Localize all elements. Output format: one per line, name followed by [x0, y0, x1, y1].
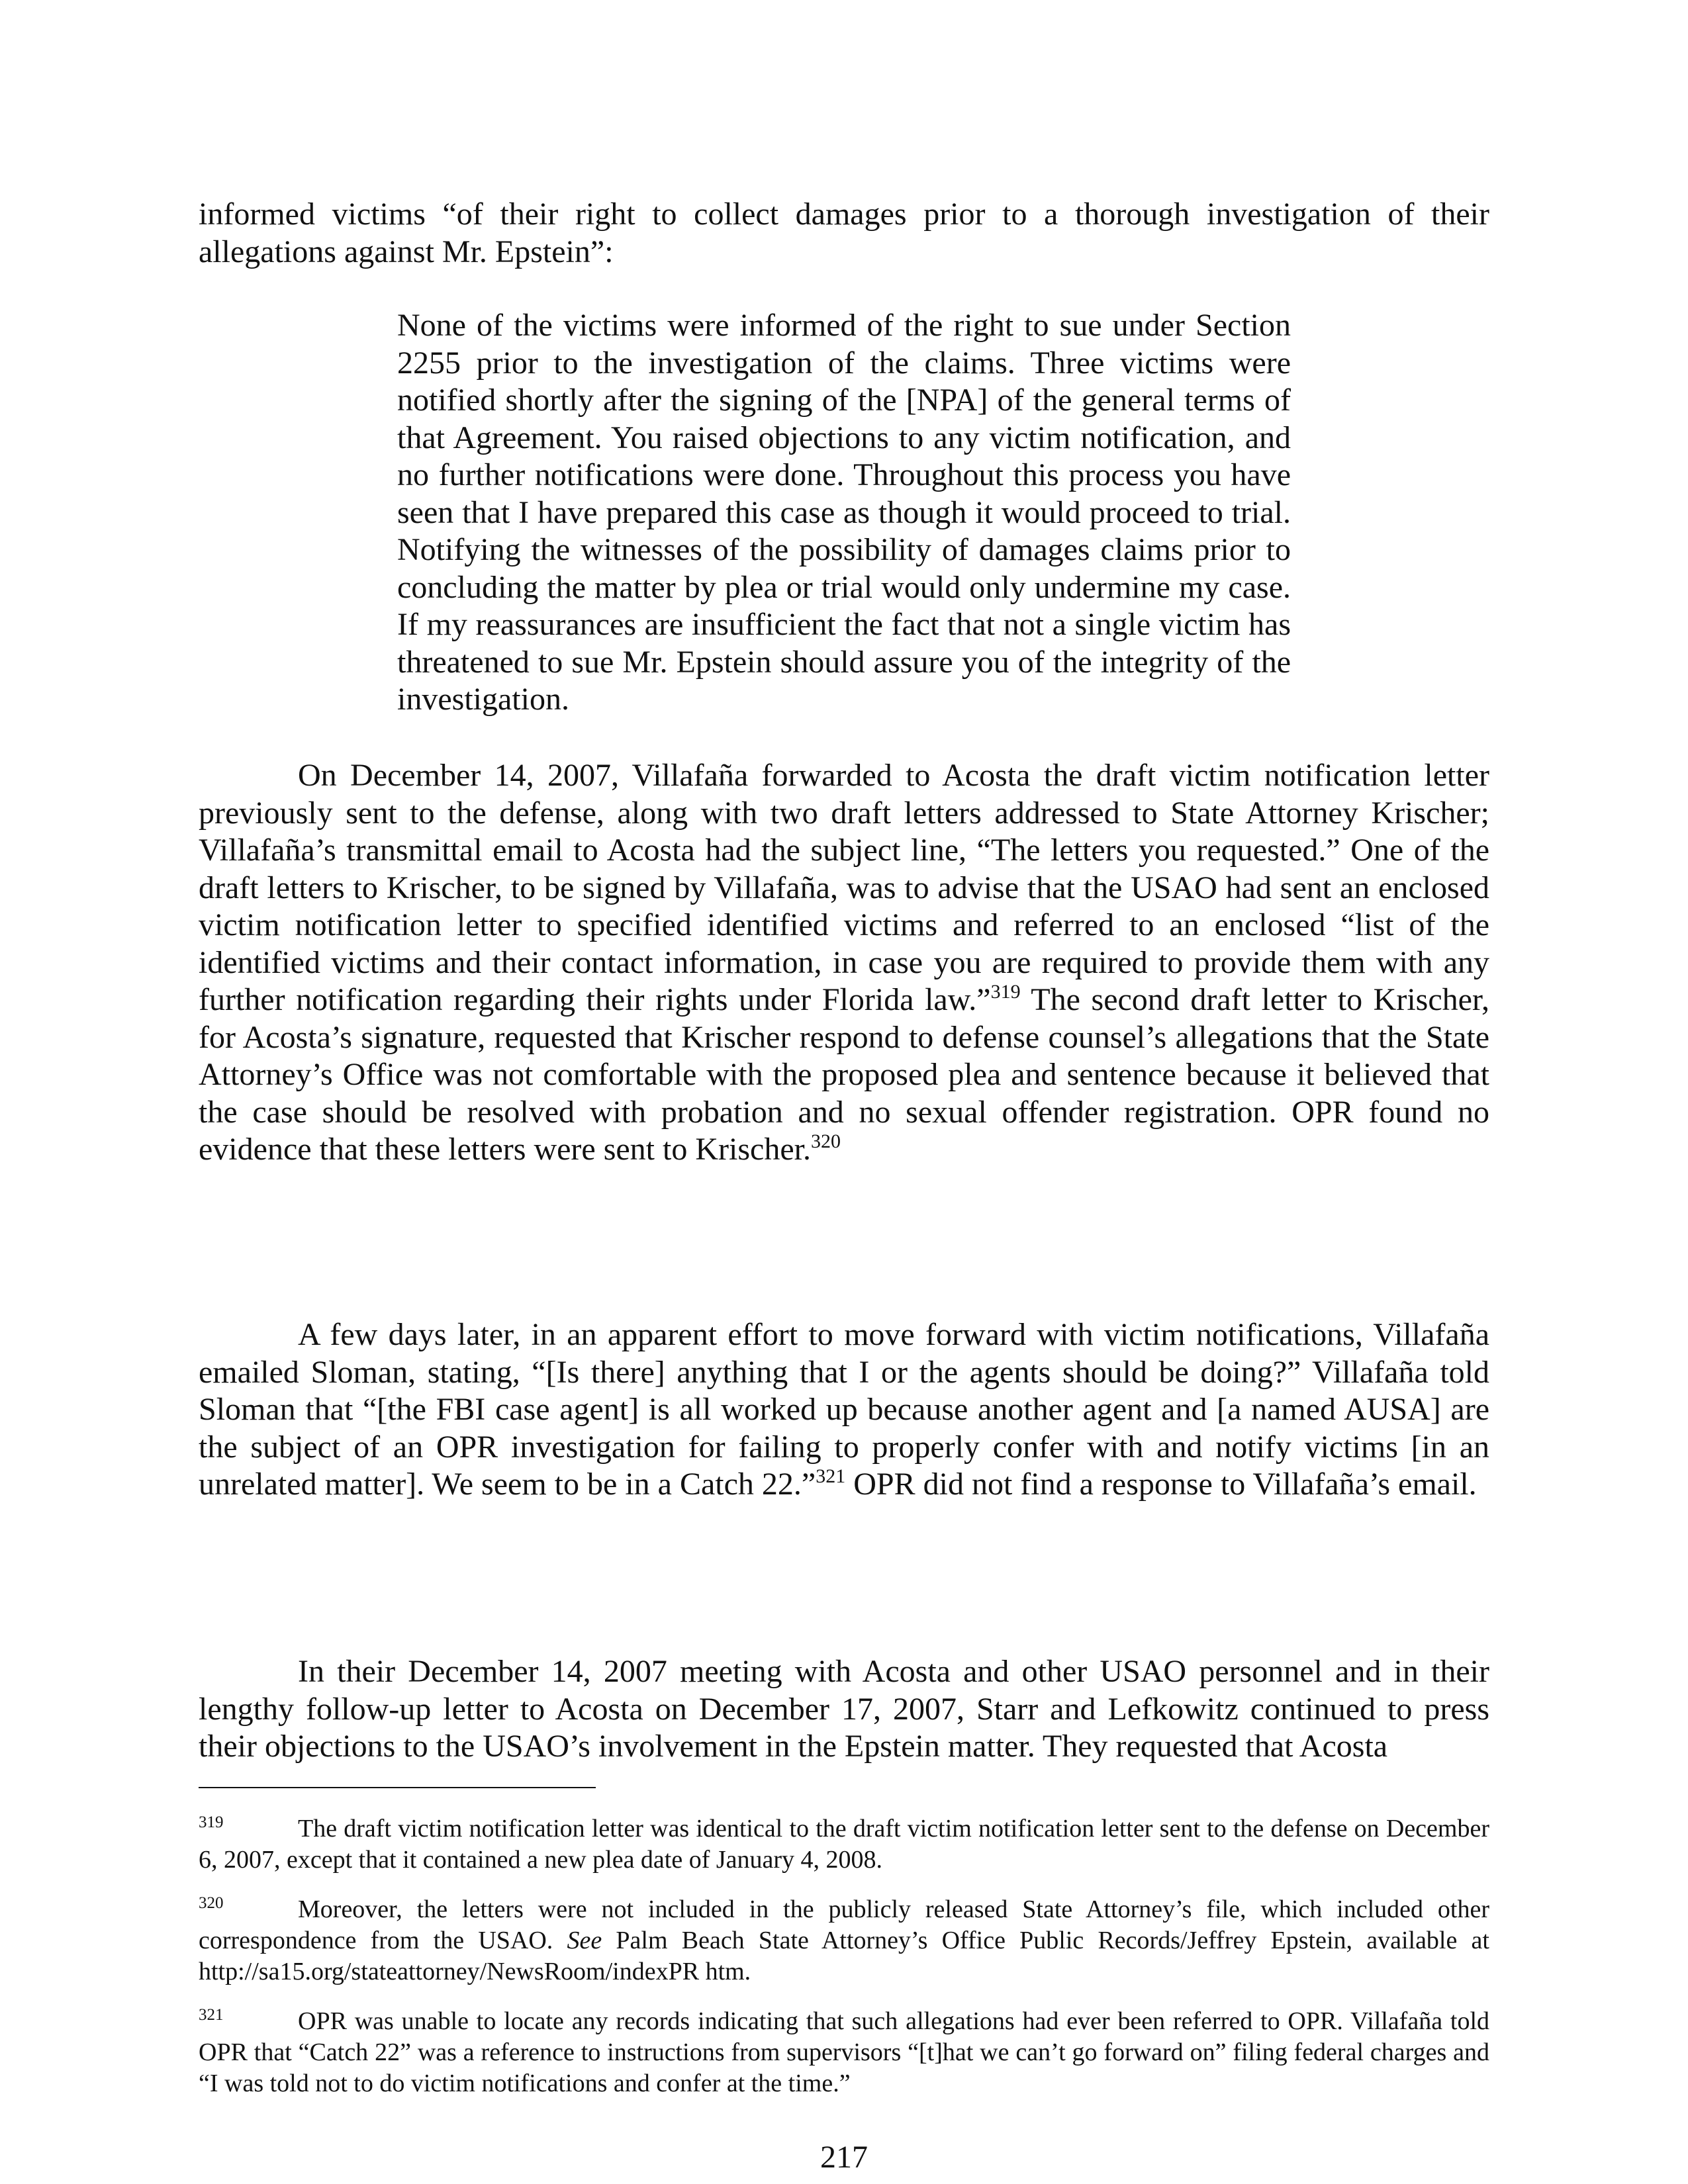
paragraph-text: The second draft letter to Krischer, for Acosta’s signature, requested that Krischer respond to defense counsel’s allegations that the State Attorney’s Office was not comfortable with the proposed plea and sentence because it believed that the case should be resolved with probation and no sexual offender registration. OPR found no evidence that these letters were sent to Krischer.	[199, 982, 1490, 1167]
paragraph-december-14	[199, 757, 1489, 1169]
footnote-text: OPR was unable to locate any records indicating that such allegations had ever been referred to OPR. Villafaña told OPR that “Catch 22” was a reference to instructions from supervisors “[t]hat we can’t go forward on” filing federal charges and “I was told not to do victim notifications and confer at the time.”	[199, 2007, 1489, 2097]
block-quote-text: None of the victims were informed of the right to sue under Section 2255 prior to the investigation of the claims. Three victims were notified shortly after the signing of the [NPA] of the general terms of that Agreement. You raised objections to any victim notification, and no further notifications were done. Throughout this process you have seen that I have prepared this case as though it would proceed to trial. Notifying the witnesses of the possibility of damages claims prior to concluding the matter by plea or trial would only undermine my case. If my reassurances are insufficient the fact that not a single victim has threatened to sue Mr. Epstein should assure you of the integrity of the investigation.	[397, 308, 1291, 717]
paragraph-text: OPR did not find a response to Villafaña’s email.	[845, 1467, 1477, 1502]
footnote-signal-see: See	[567, 1927, 602, 1954]
footnote-reference-321[interactable]: 321	[816, 1465, 846, 1487]
paragraph-text: In their December 14, 2007 meeting with Acosta and other USAO personnel and in their lengthy follow-up letter to Acosta on December 17, 2007, Starr and Lefkowitz continued to press their objections to the USAO’s involvement in the Epstein matter. They requested that Acosta	[199, 1654, 1489, 1764]
footnote-separator	[199, 1787, 596, 1788]
intro-text: informed victims “of their right to collect damages prior to a thorough investigation of their allegations against Mr. Epstein”:	[199, 197, 1489, 269]
intro-paragraph	[199, 196, 1489, 271]
footnote-321: 321 OPR was unable to locate any records indicating that such allegations had ever been referred to OPR. Villafaña told OPR that “Catch 22” was a reference to instructions from supervisors “[t]hat we can’t go forward on” filing federal charges and “I was told not to do victim notifications and confer at the time.”	[199, 2006, 1489, 2097]
footnote-320: 320 Moreover, the letters were not included in the publicly released State Attorney’s file, which included other correspondence from the USAO. See Palm Beach State Attorney’s Office Public Records/Jeffrey Epstein, available at http://sa15.org/stateattorney/NewsRoom/indexPR htm.	[199, 1894, 1489, 1985]
footnote-text: Palm Beach State Attorney’s Office Public Records/Jeffrey Epstein, available at http://sa15.org/stateattorney/NewsRoom/indexPR htm.	[199, 1927, 1489, 1985]
paragraph-few-days-later	[199, 1316, 1489, 1504]
footnote-text: The draft victim notification letter was identical to the draft victim notification letter sent to the defense on December 6, 2007, except that it contained a new plea date of January 4, 2008.	[199, 1815, 1489, 1874]
footnote-reference-319[interactable]: 319	[990, 981, 1021, 1003]
footnote-text: Moreover, the letters were not included in the publicly released State Attorney’s file, which included other correspondence from the USAO.	[199, 1895, 1489, 1954]
block-quote	[397, 307, 1291, 719]
footnote-reference-320[interactable]: 320	[810, 1130, 841, 1152]
page-number: 217	[820, 2140, 868, 2175]
paragraph-text: On December 14, 2007, Villafaña forwarded to Acosta the draft victim notification letter previously sent to the defense, along with two draft letters addressed to State Attorney Krischer; Villafaña’s transmittal email to Acosta had the subject line, “The letters you requested.” One of the draft letters to Krischer, to be signed by Villafaña, was to advise that the USAO had sent an enclosed victim notification letter to specified identified victims and referred to an enclosed “list of the identified victims and their contact information, in case you are required to provide them with any further notification regarding their rights under Florida law.”	[199, 758, 1489, 1017]
paragraph-text: A few days later, in an apparent effort to move forward with victim notifications, Villafaña emailed Sloman, stating, “[Is there] anything that I or the agents should be doing?” Villafaña told Sloman that “[the FBI case agent] is all worked up because another agent and [a named AUSA] are the subject of an OPR investigation for failing to properly confer with and notify victims [in an unrelated matter]. We seem to be in a Catch 22.”	[199, 1317, 1489, 1502]
footnote-319: 319 The draft victim notification letter was identical to the draft victim notification letter sent to the defense on December 6, 2007, except that it contained a new plea date of January 4, 2008.	[199, 1813, 1489, 1874]
paragraph-meeting	[199, 1653, 1489, 1766]
